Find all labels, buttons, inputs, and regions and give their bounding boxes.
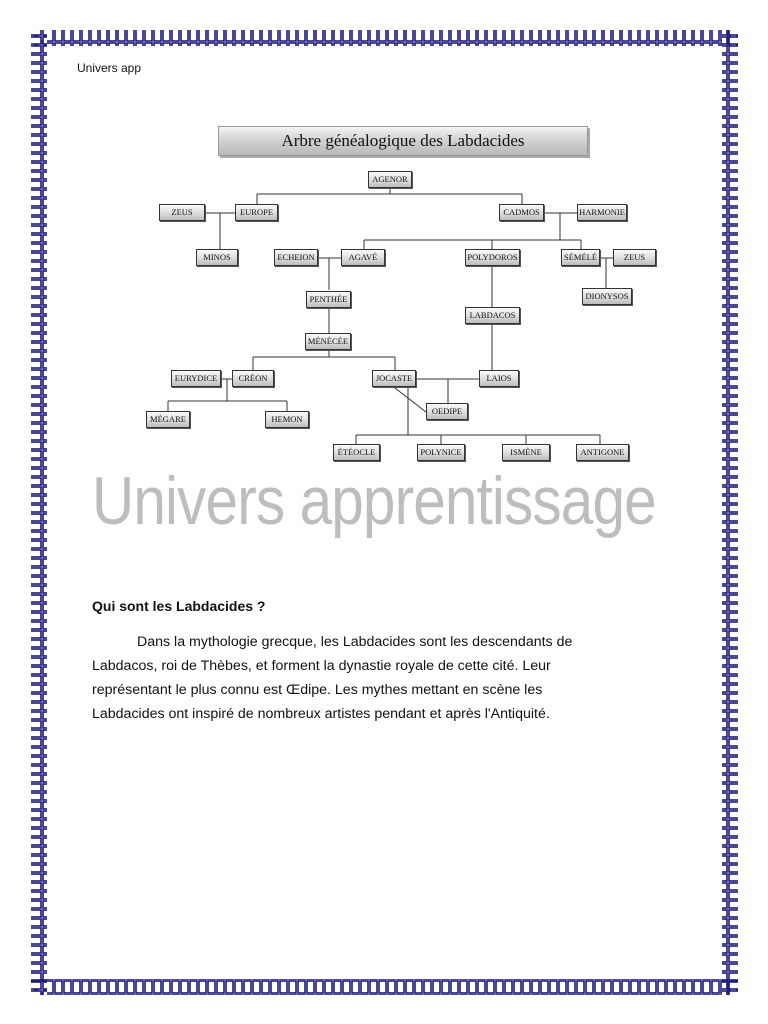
tree-node-laios: LAIOS (479, 370, 519, 387)
tree-node-jocaste: JOCASTE (372, 370, 416, 387)
tree-node-eteocle: ÉTÉOCLE (333, 444, 380, 461)
tree-node-creon: CRÉON (232, 370, 274, 387)
tree-node-menecee: MÉNÉCÉE (305, 333, 351, 350)
tree-node-hemon: HEMON (265, 411, 309, 428)
tree-node-megare: MÉGARE (146, 411, 190, 428)
paragraph-line-2: Labdacos, roi de Thèbes, et forment la dynastie royale de cette cité. Leur (92, 658, 551, 674)
paragraph-line-4: Labdacides ont inspiré de nombreux artistes pendant et après l'Antiquité. (92, 706, 550, 722)
tree-node-minos: MINOS (196, 249, 238, 266)
tree-node-antigone: ANTIGONE (576, 444, 629, 461)
tree-node-cadmos: CADMOS (499, 204, 544, 221)
tree-node-dionysos: DIONYSOS (582, 288, 632, 305)
watermark-text: Univers apprentissage (92, 463, 656, 539)
page-header: Univers app (77, 61, 142, 75)
tree-node-europe: EUROPE (235, 204, 278, 221)
tree-node-polydoros: POLYDOROS (465, 249, 520, 266)
tree-node-zeus-2: ZEUS (613, 249, 656, 266)
tree-title: Arbre généalogique des Labdacides (281, 131, 525, 150)
section-paragraph (92, 630, 652, 726)
tree-node-harmonie: HARMONIE (577, 204, 627, 221)
tree-node-agave: AGAVÉ (341, 249, 385, 266)
paragraph-line-1: Dans la mythologie grecque, les Labdacides sont les descendants de (137, 634, 573, 650)
tree-node-ismene: ISMÈNE (502, 444, 550, 461)
tree-node-eurydice: EURYDICE (171, 370, 221, 387)
tree-node-labdacos: LABDACOS (465, 307, 520, 324)
section-title: Qui sont les Labdacides ? (92, 598, 266, 614)
tree-node-semele: SÉMÉLÉ (561, 249, 600, 266)
tree-node-echeion: ECHEION (274, 249, 318, 266)
tree-node-oedipe: OEDIPE (426, 403, 468, 420)
tree-node-zeus: ZEUS (159, 204, 205, 221)
tree-node-penthee: PENTHÉE (306, 291, 351, 308)
tree-node-agenor: AGENOR (368, 171, 412, 188)
paragraph-line-3: représentant le plus connu est Œdipe. Les mythes mettant en scène les (92, 682, 543, 698)
tree-node-polynice: POLYNICE (417, 444, 465, 461)
